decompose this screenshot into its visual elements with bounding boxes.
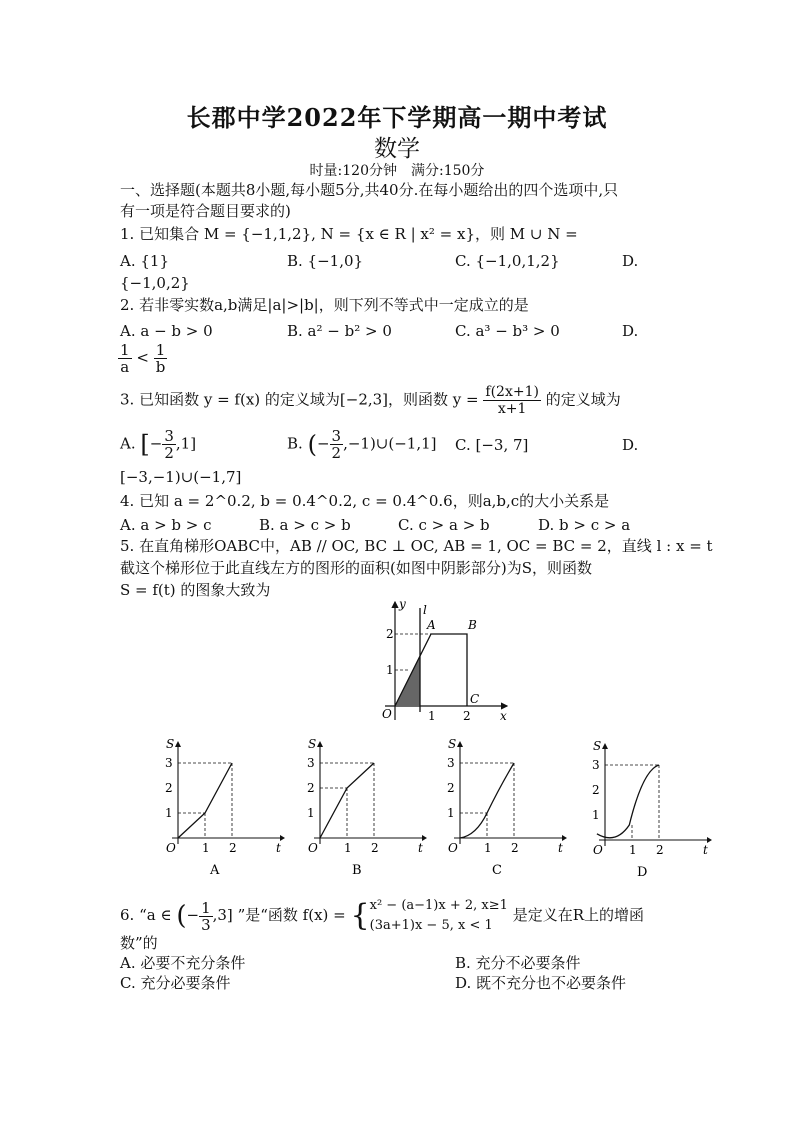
tick-1: 1: [428, 709, 436, 723]
label-origin: O: [308, 841, 318, 855]
label-s: S: [448, 738, 457, 751]
ytick-2: 2: [447, 781, 455, 795]
q4-option-c: C. c > a > b: [398, 516, 490, 534]
xtick-2: 2: [371, 841, 379, 855]
label-O: O: [382, 707, 392, 721]
label-C: C: [470, 692, 480, 706]
page-title: 长郡中学2022年下学期高一期中考试: [186, 103, 608, 132]
ytick-3: 3: [592, 758, 600, 772]
q6-option-a: A. 必要不充分条件: [120, 954, 246, 972]
label-A: A: [427, 618, 436, 632]
exam-meta: 时量:120分钟 满分:150分: [309, 163, 485, 179]
label-t: t: [418, 841, 423, 855]
q2-option-a: A. a − b > 0: [120, 322, 213, 340]
q2-stem: 2. 若非零实数a,b满足|a|>|b|，则下列不等式中一定成立的是: [120, 296, 529, 314]
label-s: S: [166, 738, 175, 751]
s-curve: [597, 765, 659, 838]
s-arrow: [317, 741, 323, 747]
option-graph-c: [440, 738, 568, 878]
option-graph-b: [300, 738, 428, 878]
q6-option-d: D. 既不充分也不必要条件: [455, 974, 627, 992]
q2-option-d: D.: [622, 322, 639, 340]
s-curve: [178, 763, 232, 838]
ytick-2: 2: [592, 783, 600, 797]
q1-stem: 1. 已知集合 M = {−1,1,2}, N = {x ∈ R | x² = x}，则 M ∪ N =: [120, 225, 578, 243]
label-origin: O: [166, 841, 176, 855]
q6-line1: 6. “a ∈ (− $\frac{1}{3}$ ,3] ”是“函数 f(x) = { x² − (a−1)x + 2, x≥1 (3a+1)x − 5, x < 1 是定义在R上的增函: [120, 898, 644, 934]
q4-option-a: A. a > b > c: [120, 516, 212, 534]
xtick-1: 1: [629, 843, 637, 857]
option-caption: C: [492, 863, 502, 878]
q5-line2: 截这个梯形位于此直线左方的图形的面积(如图中阴影部分)为S，则函数: [120, 559, 592, 577]
xtick-1: 1: [202, 841, 210, 855]
q4-stem: 4. 已知 a = 2^0.2, b = 0.4^0.2, c = 0.4^0.6，则a,b,c的大小关系是: [120, 492, 610, 510]
q6-line2: 数”的: [120, 934, 158, 952]
q1-option-b: B. {−1,0}: [287, 252, 364, 270]
ytick-1: 1: [447, 806, 455, 820]
option-caption: A: [210, 863, 220, 878]
q2-option-c: C. a³ − b³ > 0: [455, 322, 560, 340]
ytick-3: 3: [307, 756, 315, 770]
label-l: l: [423, 603, 427, 617]
s-arrow: [175, 741, 181, 747]
trapezoid-figure: [365, 596, 515, 724]
q4-option-d: D. b > c > a: [538, 516, 631, 534]
q3-option-d-value: [−3,−1)∪(−1,7]: [120, 468, 242, 486]
label-origin: O: [593, 843, 603, 857]
xtick-2: 2: [229, 841, 237, 855]
label-s: S: [308, 738, 317, 751]
q3-stem: 3. 已知函数 y = f(x) 的定义域为[−2,3]，则函数 y = $\frac{f(2x+1)}{x+1}$ 的定义域为: [120, 384, 621, 417]
q6-option-c: C. 充分必要条件: [120, 974, 231, 992]
label-y: y: [399, 597, 406, 611]
tick-2: 2: [463, 709, 471, 723]
ytick-1: 1: [592, 808, 600, 822]
ytick-2: 2: [307, 781, 315, 795]
ytick-3: 3: [165, 756, 173, 770]
label-origin: O: [448, 841, 458, 855]
q2-option-d-value: $\frac{1}{a}$ < $\frac{1}{b}$: [120, 341, 166, 376]
s-arrow: [457, 741, 463, 747]
q1-option-c: C. {−1,0,1,2}: [455, 252, 560, 270]
q1-option-d-value: {−1,0,2}: [120, 274, 190, 292]
ytick-2: 2: [386, 627, 394, 641]
xtick-2: 2: [511, 841, 519, 855]
option-graph-a: [158, 738, 286, 878]
ytick-2: 2: [165, 781, 173, 795]
label-t: t: [558, 841, 563, 855]
xtick-1: 1: [484, 841, 492, 855]
option-caption: B: [352, 863, 362, 878]
xtick-1: 1: [344, 841, 352, 855]
s-arrow: [602, 743, 608, 749]
label-t: t: [703, 843, 708, 857]
label-s: S: [593, 740, 602, 753]
q3-option-b: B. (− $\frac{3}{2}$ ,−1)∪(−1,1]: [287, 427, 437, 462]
section-heading-cont: 有一项是符合题目要求的): [120, 202, 291, 220]
s-curve: [460, 763, 514, 838]
q6-option-b: B. 充分不必要条件: [455, 954, 581, 972]
option-caption: D: [637, 865, 648, 880]
ytick-1: 1: [307, 806, 315, 820]
q1-option-d: D.: [622, 252, 639, 270]
ytick-1: 1: [165, 806, 173, 820]
label-x: x: [500, 709, 507, 723]
q5-line3: S = f(t) 的图象大致为: [120, 581, 271, 599]
q3-option-a: A. [− $\frac{3}{2}$ ,1]: [120, 427, 197, 462]
q3-option-c: C. [−3, 7]: [455, 436, 529, 454]
ytick-3: 3: [447, 756, 455, 770]
q1-option-a: A. {1}: [120, 252, 169, 270]
section-heading: 一、选择题(本题共8小题,每小题5分,共40分.在每小题给出的四个选项中,只: [120, 181, 619, 199]
q5-line1: 5. 在直角梯形OABC中，AB // OC, BC ⊥ OC, AB = 1, OC = BC = 2，直线 l : x = t: [120, 537, 713, 555]
ytick-1: 1: [386, 663, 394, 677]
label-B: B: [468, 618, 477, 632]
label-t: t: [276, 841, 281, 855]
xtick-2: 2: [656, 843, 664, 857]
option-graph-d: [585, 740, 713, 880]
q2-option-b: B. a² − b² > 0: [287, 322, 392, 340]
subject-title: 数学: [374, 136, 420, 162]
q3-option-d: D.: [622, 436, 639, 454]
q4-option-b: B. a > c > b: [259, 516, 351, 534]
